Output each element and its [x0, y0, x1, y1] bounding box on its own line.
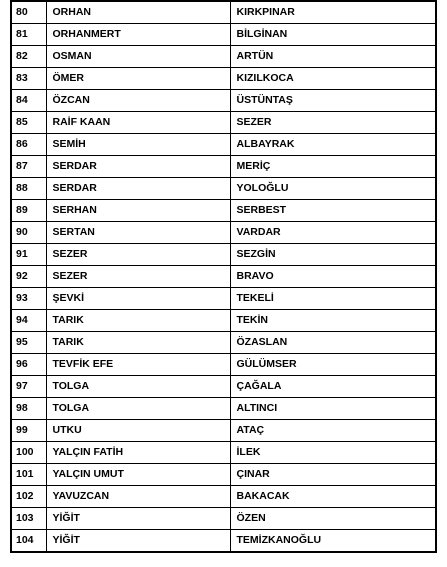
table-row [11, 134, 436, 156]
last-name-cell: KIZILKOCA [230, 68, 436, 90]
row-number-cell: 81 [11, 24, 46, 46]
table-row [11, 112, 436, 134]
last-name-cell: YOLOĞLU [230, 178, 436, 200]
last-name-cell: İLEK [230, 442, 436, 464]
row-number-cell: 87 [11, 156, 46, 178]
first-name-cell: TEVFİK EFE [46, 354, 230, 376]
first-name-cell: UTKU [46, 420, 230, 442]
first-name-cell: OSMAN [46, 46, 230, 68]
first-name-cell: TOLGA [46, 398, 230, 420]
last-name-cell: GÜLÜMSER [230, 354, 436, 376]
row-number-cell: 100 [11, 442, 46, 464]
table-row [11, 90, 436, 112]
first-name-cell: YİĞİT [46, 508, 230, 530]
first-name-cell: RAİF KAAN [46, 112, 230, 134]
first-name-cell: YAVUZCAN [46, 486, 230, 508]
last-name-cell: VARDAR [230, 222, 436, 244]
table-row [11, 222, 436, 244]
last-name-cell: BİLGİNAN [230, 24, 436, 46]
table-row [11, 68, 436, 90]
table-row [11, 266, 436, 288]
row-number-cell: 92 [11, 266, 46, 288]
first-name-cell: TARIK [46, 310, 230, 332]
last-name-cell: ARTÜN [230, 46, 436, 68]
table-row [11, 398, 436, 420]
row-number-cell: 89 [11, 200, 46, 222]
row-number-cell: 103 [11, 508, 46, 530]
table-row [11, 244, 436, 266]
last-name-cell: TEMİZKANOĞLU [230, 530, 436, 553]
first-name-cell: SEZER [46, 266, 230, 288]
last-name-cell: BRAVO [230, 266, 436, 288]
first-name-cell: TARIK [46, 332, 230, 354]
row-number-cell: 94 [11, 310, 46, 332]
last-name-cell: ATAÇ [230, 420, 436, 442]
row-number-cell: 99 [11, 420, 46, 442]
row-number-cell: 85 [11, 112, 46, 134]
table-row [11, 508, 436, 530]
first-name-cell: ORHANMERT [46, 24, 230, 46]
last-name-cell: ÖZASLAN [230, 332, 436, 354]
table-row [11, 156, 436, 178]
last-name-cell: BAKACAK [230, 486, 436, 508]
first-name-cell: YALÇIN UMUT [46, 464, 230, 486]
name-list-table [10, 0, 437, 553]
table-row [11, 354, 436, 376]
last-name-cell: ÜSTÜNTAŞ [230, 90, 436, 112]
row-number-cell: 95 [11, 332, 46, 354]
first-name-cell: ŞEVKİ [46, 288, 230, 310]
table-row [11, 376, 436, 398]
first-name-cell: SERDAR [46, 178, 230, 200]
table-row [11, 46, 436, 68]
row-number-cell: 102 [11, 486, 46, 508]
row-number-cell: 98 [11, 398, 46, 420]
first-name-cell: SERTAN [46, 222, 230, 244]
row-number-cell: 86 [11, 134, 46, 156]
row-number-cell: 96 [11, 354, 46, 376]
first-name-cell: SEMİH [46, 134, 230, 156]
last-name-cell: ALBAYRAK [230, 134, 436, 156]
last-name-cell: ÇAĞALA [230, 376, 436, 398]
last-name-cell: SERBEST [230, 200, 436, 222]
table-row [11, 178, 436, 200]
name-list-sheet [10, 0, 435, 553]
name-list-body [11, 1, 436, 552]
first-name-cell: YİĞİT [46, 530, 230, 553]
table-row [11, 420, 436, 442]
row-number-cell: 97 [11, 376, 46, 398]
table-row [11, 24, 436, 46]
first-name-cell: SERDAR [46, 156, 230, 178]
first-name-cell: ORHAN [46, 1, 230, 24]
first-name-cell: SERHAN [46, 200, 230, 222]
last-name-cell: TEKELİ [230, 288, 436, 310]
last-name-cell: ÇINAR [230, 464, 436, 486]
table-row [11, 200, 436, 222]
table-row [11, 288, 436, 310]
row-number-cell: 104 [11, 530, 46, 553]
row-number-cell: 88 [11, 178, 46, 200]
row-number-cell: 91 [11, 244, 46, 266]
first-name-cell: ÖZCAN [46, 90, 230, 112]
table-row [11, 486, 436, 508]
last-name-cell: ALTINCI [230, 398, 436, 420]
table-row [11, 332, 436, 354]
row-number-cell: 101 [11, 464, 46, 486]
row-number-cell: 80 [11, 1, 46, 24]
first-name-cell: TOLGA [46, 376, 230, 398]
last-name-cell: MERİÇ [230, 156, 436, 178]
row-number-cell: 93 [11, 288, 46, 310]
first-name-cell: YALÇIN FATİH [46, 442, 230, 464]
table-row [11, 1, 436, 24]
table-row [11, 310, 436, 332]
last-name-cell: KIRKPINAR [230, 1, 436, 24]
row-number-cell: 90 [11, 222, 46, 244]
last-name-cell: TEKİN [230, 310, 436, 332]
last-name-cell: SEZER [230, 112, 436, 134]
row-number-cell: 84 [11, 90, 46, 112]
row-number-cell: 83 [11, 68, 46, 90]
row-number-cell: 82 [11, 46, 46, 68]
last-name-cell: ÖZEN [230, 508, 436, 530]
last-name-cell: SEZGİN [230, 244, 436, 266]
table-row [11, 442, 436, 464]
first-name-cell: SEZER [46, 244, 230, 266]
table-row [11, 530, 436, 553]
first-name-cell: ÖMER [46, 68, 230, 90]
table-row [11, 464, 436, 486]
